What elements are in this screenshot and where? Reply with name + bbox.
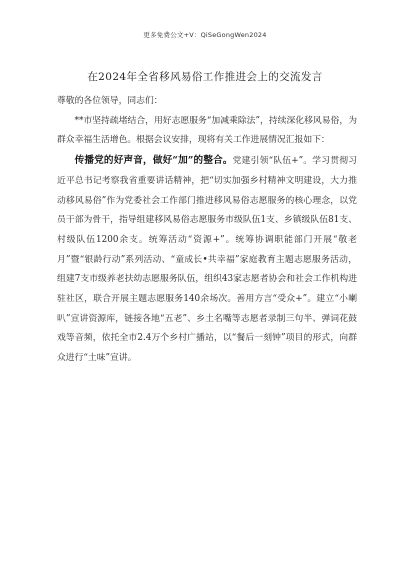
page-header: 更多免费公文+V：QiSeGongWen2024 bbox=[143, 31, 267, 39]
intro-paragraph: **市坚持疏堵结合，用好志愿服务“加减乘除法”，持续深化移风易俗，为群众幸福生活增色。根据会议安排，现将有关工作进展情况汇报如下： bbox=[57, 115, 357, 146]
section-1-heading: 传播党的好声音，做好“加”的整合。 bbox=[74, 155, 233, 167]
salutation: 尊敬的各位领导，同志们： bbox=[57, 96, 163, 106]
document-title: 在2024年全省移风易俗工作推进会上的交流发言 bbox=[87, 71, 323, 83]
document-body bbox=[57, 92, 357, 369]
section-1-paragraph bbox=[57, 151, 357, 369]
section-1-body: 党建引领“队伍+”。学习贯彻习近平总书记考察我省重要讲话精神，把“切实加强乡村精神文明建设，大力推动移风易俗”作为党委社会工作部门推进移风易俗志愿服务的核心理念，以党员干部为骨干，指导组建移风易俗志愿服务市级队伍1支、乡镇级队伍81支、村级队伍1200余支。统筹活动“资源+”。统筹协调职能部门开展“敬老月”暨“银龄行动”系列活动、“童成长•共幸福”家庭教育主题志愿服务活动，组建7支市级养老扶幼志愿服务队伍，组织43家志愿者协会和社会工作机构进驻社区，联合开展主题志愿服务140余场次。善用方言“受众+”。建立“小喇叭”宣讲资源库，链接各地“五老”、乡土名嘴等志愿者录制三句半、弹词花鼓戏等音频，依托全市2.4万个乡村广播站，以“餐后一刻钟”项目的形式，向群众进行“土味”宣讲。 bbox=[57, 156, 357, 364]
